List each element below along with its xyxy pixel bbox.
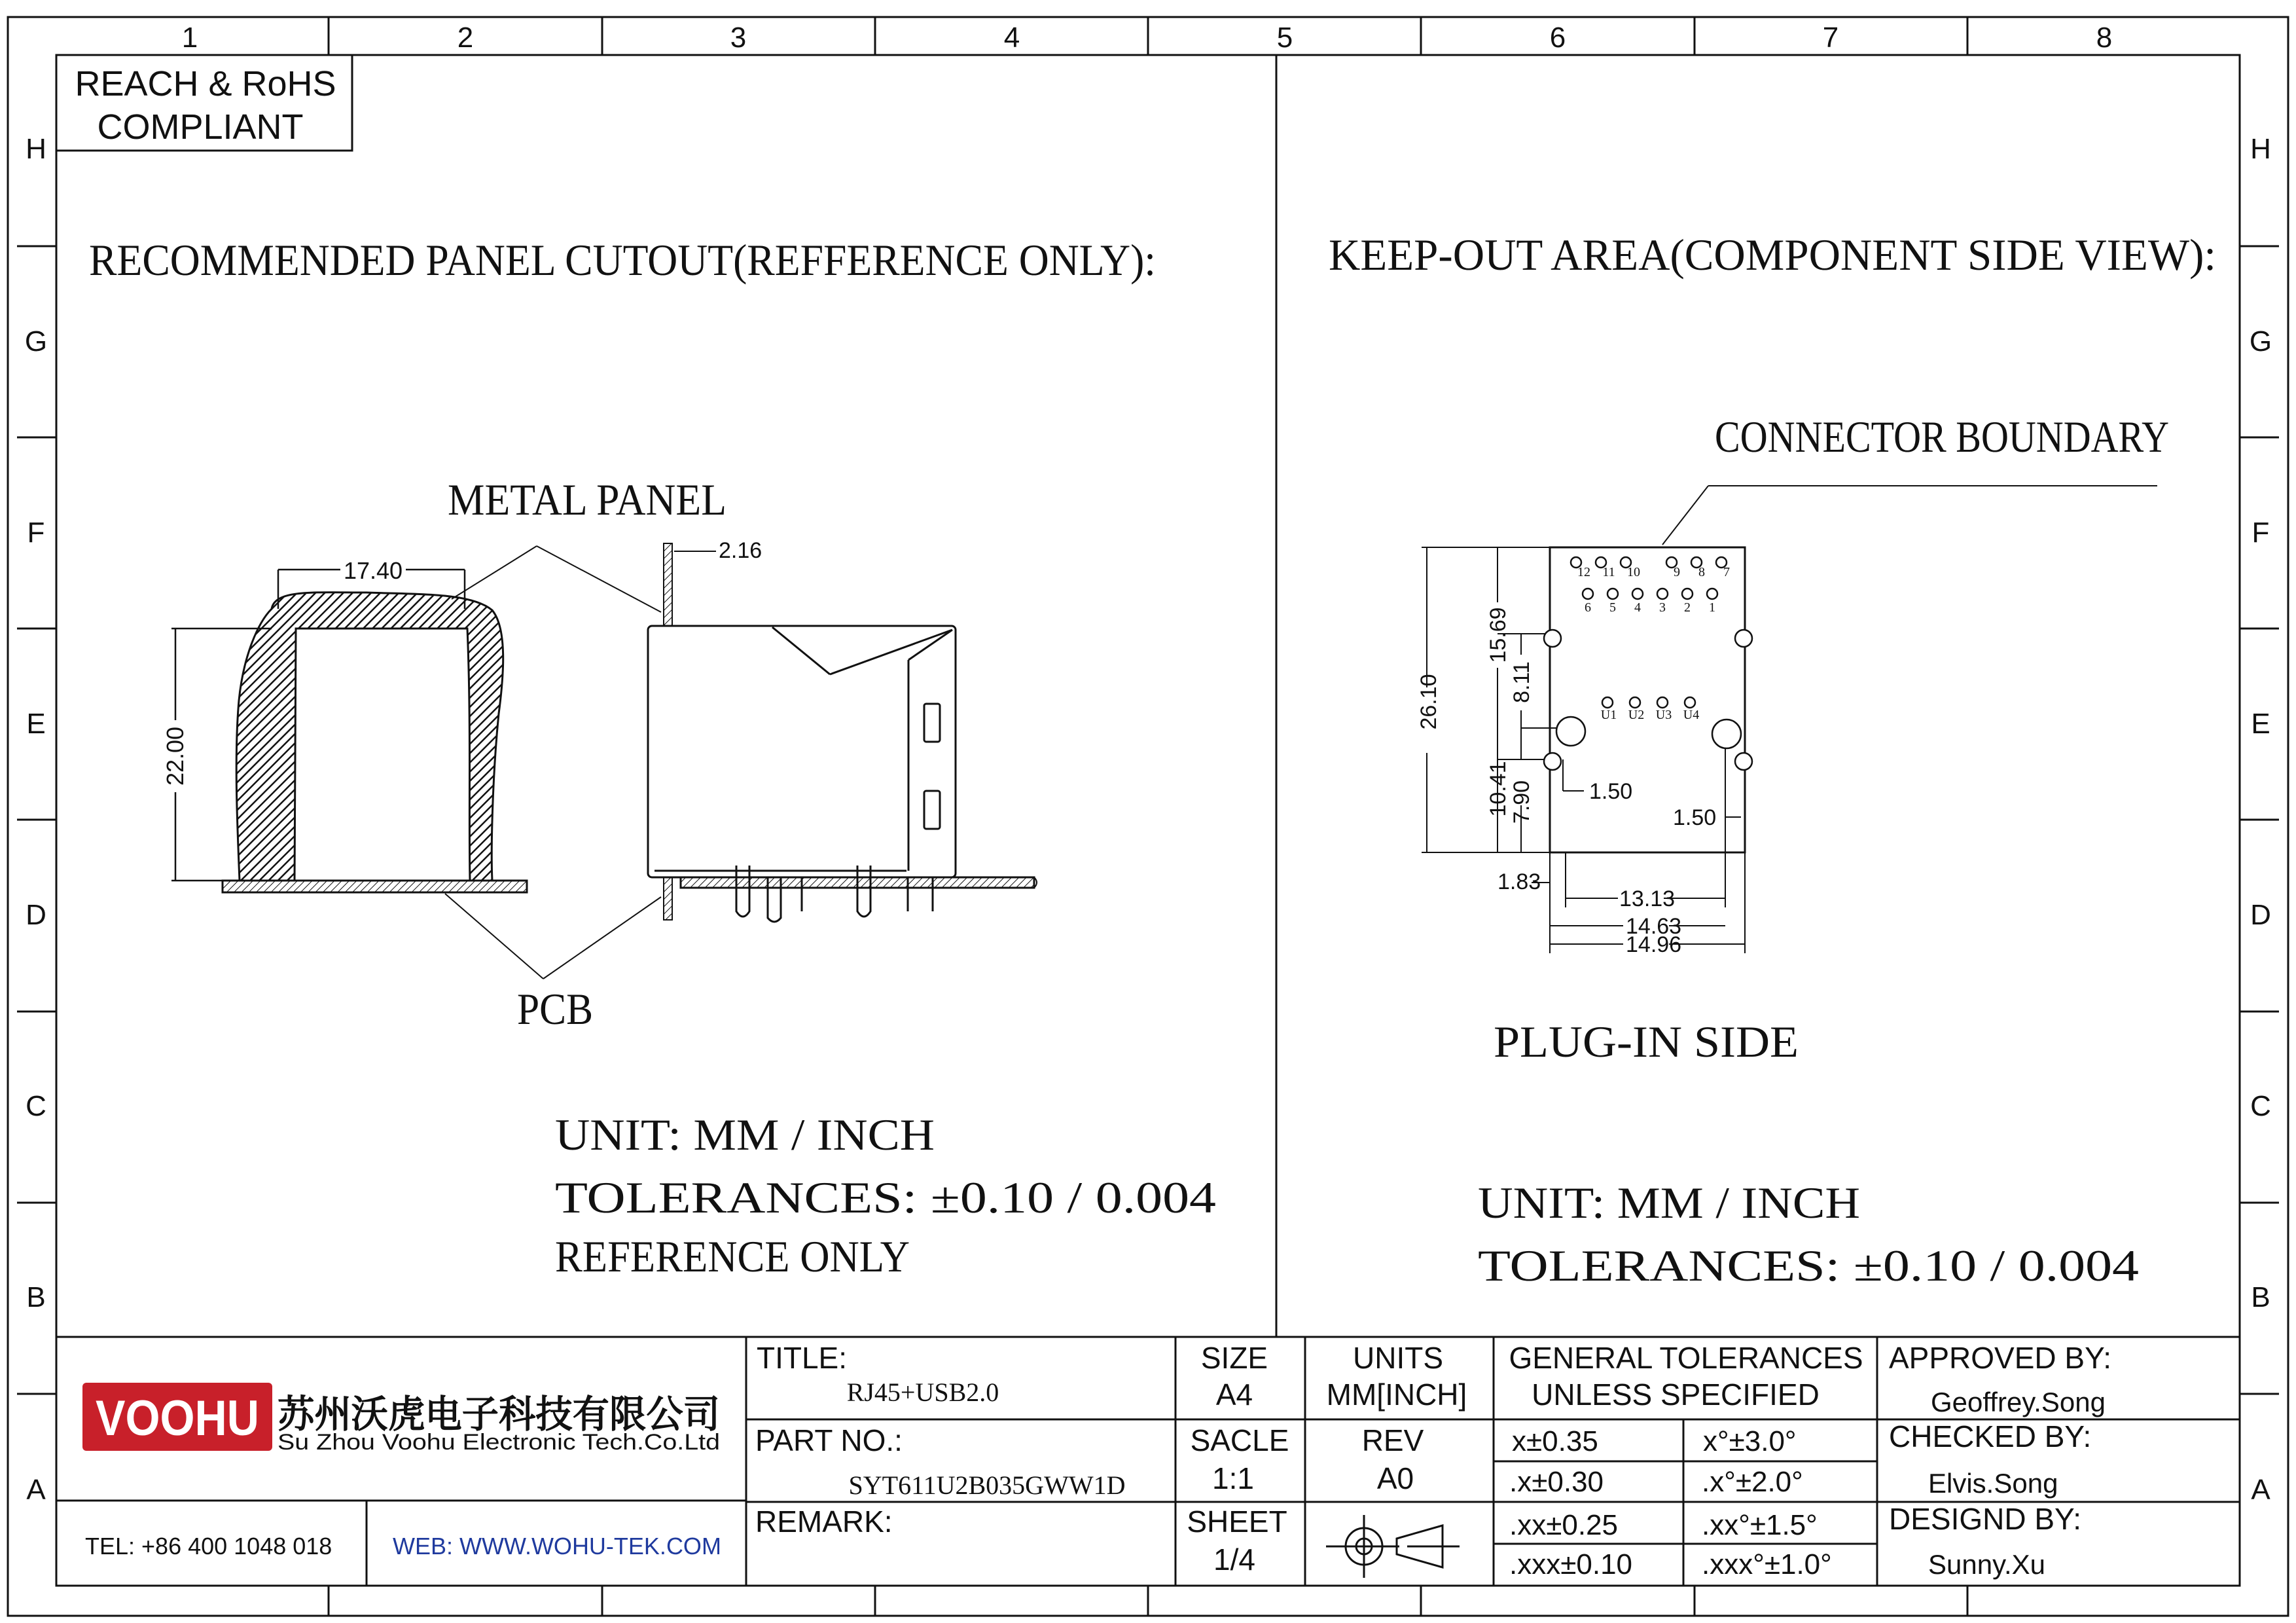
pin-label-9: 9 (1674, 565, 1680, 579)
col-label-5: 5 (1276, 22, 1293, 54)
scale-label: SACLE (1190, 1423, 1289, 1457)
dim-26-10-label: 26.10 (1416, 674, 1441, 730)
part-label: PART NO.: (755, 1423, 903, 1457)
dim-8-11-label: 8.11 (1509, 661, 1534, 703)
pin-holes (1544, 557, 1752, 770)
pcb-plate-left (223, 881, 527, 892)
tol-angular-2: .xx°±1.5° (1702, 1509, 1818, 1541)
pcb-leaders (445, 894, 661, 979)
dim-14-63-label: 14.63 (1626, 914, 1682, 939)
sheet-label: SHEET (1187, 1504, 1287, 1539)
col-label-2: 2 (457, 22, 474, 54)
designed-value: Sunny.Xu (1928, 1549, 2046, 1580)
designed-label: DESIGND BY: (1889, 1502, 2081, 1536)
pin-label-2: 2 (1684, 600, 1691, 615)
right-panel-title: KEEP-OUT AREA(COMPONENT SIDE VIEW): (1329, 230, 2216, 280)
plug-in-side-label: PLUG-IN SIDE (1494, 1017, 1799, 1067)
pin-label-u3: U3 (1655, 708, 1672, 722)
boundary-leader-diag (1662, 486, 1708, 545)
metal-panel-label: METAL PANEL (448, 475, 726, 524)
row-label-g-left: G (24, 325, 48, 357)
tel-text: TEL: +86 400 1048 018 (85, 1533, 332, 1559)
company-logo-text: VOOHU (96, 1391, 259, 1446)
pin-label-5: 5 (1609, 600, 1616, 615)
metal-panel-cutout (236, 593, 503, 881)
col-label-7: 7 (1822, 22, 1839, 54)
web-link[interactable]: WEB: WWW.WOHU-TEK.COM (393, 1533, 721, 1559)
left-unit-line: UNIT: MM / INCH (555, 1110, 935, 1159)
tol-linear-1: .x±0.30 (1509, 1466, 1604, 1498)
checked-value: Elvis.Song (1928, 1468, 2058, 1499)
size-label: SIZE (1200, 1341, 1268, 1375)
dim-14-96-label: 14.96 (1626, 932, 1682, 957)
dim-7-90-label: 7.90 (1509, 780, 1534, 824)
company-name-en: Su Zhou Voohu Electronic Tech.Co.Ltd (278, 1430, 720, 1455)
approved-value: Geoffrey.Song (1931, 1387, 2106, 1417)
row-label-e-left: E (26, 708, 46, 740)
compliance-line-1: REACH & RoHS (75, 64, 336, 103)
row-label-c-right: C (2250, 1090, 2271, 1122)
row-label-f-right: F (2251, 517, 2270, 549)
projection-symbol-icon (1326, 1515, 1460, 1578)
col-label-4: 4 (1003, 22, 1020, 54)
pcb-label: PCB (517, 984, 593, 1034)
dim-17-40-label: 17.40 (343, 557, 403, 584)
row-label-h-left: H (26, 133, 46, 165)
row-label-b-left: B (26, 1281, 46, 1313)
pin-label-1: 1 (1709, 600, 1715, 615)
pin-label-7: 7 (1723, 565, 1730, 579)
pin-label-10: 10 (1627, 565, 1640, 579)
left-reference-line: REFERENCE ONLY (555, 1231, 910, 1281)
pin-label-3: 3 (1659, 600, 1666, 615)
connector-side-view (648, 543, 956, 920)
dim-2-16-label: 2.16 (719, 538, 762, 563)
col-label-6: 6 (1549, 22, 1566, 54)
tolerance-header-1: GENERAL TOLERANCES (1509, 1341, 1863, 1375)
tolerance-header-2: UNLESS SPECIFIED (1532, 1377, 1820, 1412)
tol-linear-3: .xxx±0.10 (1509, 1548, 1633, 1580)
row-label-d-right: D (2250, 899, 2271, 931)
size-value: A4 (1215, 1377, 1253, 1412)
remark-label: REMARK: (755, 1504, 893, 1539)
title-value: RJ45+USB2.0 (846, 1377, 999, 1407)
row-label-e-right: E (2251, 708, 2270, 740)
pin-label-4: 4 (1634, 600, 1641, 615)
right-unit-line: UNIT: MM / INCH (1478, 1178, 1860, 1228)
row-label-d-left: D (26, 899, 46, 931)
dim-13-13-label: 13.13 (1619, 886, 1676, 911)
pin-label-6: 6 (1585, 600, 1591, 615)
col-label-1: 1 (181, 22, 198, 54)
right-tolerance-line: TOLERANCES: ±0.10 / 0.004 (1478, 1241, 2139, 1290)
left-tolerance-line: TOLERANCES: ±0.10 / 0.004 (555, 1173, 1216, 1222)
pin-label-8: 8 (1698, 565, 1705, 579)
dim-22-00-label: 22.00 (162, 726, 188, 786)
tol-linear-2: .xx±0.25 (1509, 1509, 1619, 1541)
tol-angular-1: .x°±2.0° (1702, 1466, 1803, 1498)
pin-label-u1: U1 (1600, 708, 1617, 722)
title-label: TITLE: (757, 1341, 848, 1375)
approved-label: APPROVED BY: (1889, 1341, 2112, 1375)
footprint-dims (1422, 547, 1745, 953)
row-label-a-right: A (2251, 1474, 2270, 1506)
pin-label-u4: U4 (1683, 708, 1700, 722)
col-label-8: 8 (2096, 22, 2113, 54)
pin-label-u2: U2 (1628, 708, 1645, 722)
row-label-a-left: A (26, 1474, 46, 1506)
scale-value: 1:1 (1212, 1461, 1254, 1495)
tol-angular-3: .xxx°±1.0° (1702, 1548, 1832, 1580)
col-label-3: 3 (730, 22, 747, 54)
compliance-line-2: COMPLIANT (97, 107, 304, 147)
pin-label-11: 11 (1602, 565, 1615, 579)
sheet-value: 1/4 (1213, 1542, 1255, 1577)
dim-15-69-label: 15.69 (1486, 607, 1511, 663)
rev-label: REV (1361, 1423, 1424, 1457)
units-value: MM[INCH] (1326, 1377, 1467, 1412)
part-value: SYT611U2B035GWW1D (848, 1470, 1126, 1500)
units-label: UNITS (1353, 1341, 1443, 1375)
company-name-cn: 苏州沃虎电子科技有限公司 (278, 1393, 720, 1436)
left-panel-title: RECOMMENDED PANEL CUTOUT(REFFERENCE ONLY): (89, 235, 1156, 285)
dim-1-50-right-label: 1.50 (1673, 805, 1717, 830)
pin-label-12: 12 (1577, 565, 1590, 579)
dim-10-41-label: 10.41 (1486, 761, 1511, 817)
row-label-c-left: C (26, 1090, 46, 1122)
metal-panel-leaders (452, 546, 661, 612)
connector-boundary-label: CONNECTOR BOUNDARY (1715, 412, 2169, 462)
tol-linear-0: x±0.35 (1512, 1425, 1598, 1457)
row-label-b-right: B (2251, 1281, 2270, 1313)
checked-label: CHECKED BY: (1889, 1419, 2092, 1453)
row-label-f-left: F (27, 517, 45, 549)
row-label-g-right: G (2249, 325, 2272, 357)
tol-angular-0: x°±3.0° (1703, 1425, 1797, 1457)
row-label-h-right: H (2250, 133, 2271, 165)
dim-1-50-left-label: 1.50 (1589, 779, 1633, 804)
dim-1-83-label: 1.83 (1498, 869, 1541, 894)
rev-value: A0 (1376, 1461, 1414, 1495)
